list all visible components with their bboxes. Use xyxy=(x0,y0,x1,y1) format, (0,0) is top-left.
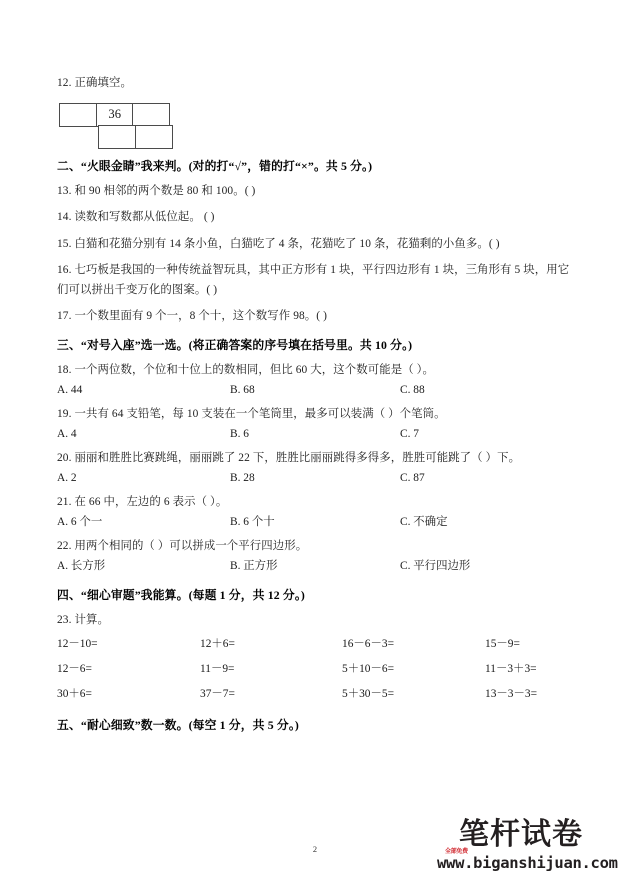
option-c[interactable]: C. 7 xyxy=(400,428,419,441)
section-four-heading: 四、“细心审题”我能算。(每题 1 分，共 12 分。) xyxy=(57,587,305,602)
question-21-options xyxy=(57,513,577,533)
section-three xyxy=(57,336,577,577)
grid-row-bottom xyxy=(98,125,179,148)
number-grid-figure xyxy=(59,103,179,148)
calculation-item[interactable]: 16－6－3= xyxy=(342,638,394,651)
question-12-prompt: 12. 正确填空。 xyxy=(57,77,132,89)
watermark-url: www.biganshijuan.com xyxy=(437,854,618,872)
question-14: 14. 读数和写数都从低位起。 ( ) xyxy=(57,211,215,224)
page-number: 2 xyxy=(312,845,318,854)
calculation-row xyxy=(57,682,577,707)
question-19-stem: 19. 一共有 64 支铅笔，每 10 支装在一个笔筒里，最多可以装满（ ）个笔筒。 xyxy=(57,407,446,420)
question-23-prompt: 23. 计算。 xyxy=(57,613,109,626)
grid-cell[interactable] xyxy=(135,125,173,149)
question-20-stem: 20. 丽丽和胜胜比赛跳绳，丽丽跳了 22 下，胜胜比丽丽跳得多得多，胜胜可能跳了（ ）下。 xyxy=(57,451,521,464)
grid-cell[interactable] xyxy=(59,103,97,127)
question-20-options xyxy=(57,469,577,489)
question-22-options xyxy=(57,557,577,577)
watermark xyxy=(437,818,627,888)
section-five-heading: 五、“耐心细致”数一数。(每空 1 分，共 5 分。) xyxy=(57,718,299,733)
grid-cell[interactable] xyxy=(132,103,170,127)
option-b[interactable]: B. 6 xyxy=(230,428,249,441)
question-21-stem: 21. 在 66 中，左边的 6 表示（ ）。 xyxy=(57,495,228,508)
calculation-item[interactable]: 5＋10－6= xyxy=(342,663,394,676)
calculation-item[interactable]: 11－3＋3= xyxy=(485,663,537,676)
option-a[interactable]: A. 44 xyxy=(57,384,83,397)
option-b[interactable]: B. 6 个十 xyxy=(230,516,275,529)
section-two-heading: 二、“火眼金睛”我来判。(对的打“√”，错的打“×”。共 5 分。) xyxy=(57,158,373,173)
calculation-item[interactable]: 12＋6= xyxy=(200,638,235,651)
option-c[interactable]: C. 平行四边形 xyxy=(400,560,471,573)
option-a[interactable]: A. 2 xyxy=(57,472,77,485)
calculation-item[interactable]: 37－7= xyxy=(200,688,235,701)
calculation-item[interactable]: 30＋6= xyxy=(57,688,92,701)
calculation-item[interactable]: 12－10= xyxy=(57,638,98,651)
section-five xyxy=(57,716,577,735)
option-b[interactable]: B. 正方形 xyxy=(230,560,278,573)
question-16: 16. 七巧板是我国的一种传统益智玩具，其中正方形有 1 块，平行四边形有 1 块，三角形有 5 块，用它们可以拼出千变万化的图案。( ) xyxy=(57,264,570,296)
calculation-item[interactable]: 11－9= xyxy=(200,663,235,676)
option-c[interactable]: C. 87 xyxy=(400,472,425,485)
option-a[interactable]: A. 4 xyxy=(57,428,77,441)
grid-cell[interactable] xyxy=(98,125,136,149)
question-19-options xyxy=(57,425,577,445)
question-13: 13. 和 90 相邻的两个数是 80 和 100。( ) xyxy=(57,184,256,197)
watermark-brand: 笔杆试卷 xyxy=(459,817,583,852)
question-22-stem: 22. 用两个相同的（ ）可以拼成一个平行四边形。 xyxy=(57,539,308,552)
option-b[interactable]: B. 68 xyxy=(230,384,255,397)
page-content xyxy=(57,74,577,741)
calculation-grid xyxy=(57,632,577,707)
question-12 xyxy=(57,74,577,148)
question-15: 15. 白猫和花猫分别有 14 条小鱼，白猫吃了 4 条，花猫吃了 10 条，花猫剩的小鱼多。( ) xyxy=(57,237,500,250)
calculation-item[interactable]: 12－6= xyxy=(57,663,92,676)
watermark-badge: 全部免费 xyxy=(445,848,468,855)
question-18-options xyxy=(57,381,577,401)
calculation-item[interactable]: 15－9= xyxy=(485,638,520,651)
grid-row-top xyxy=(59,103,179,126)
option-b[interactable]: B. 28 xyxy=(230,472,255,485)
grid-cell-filled: 36 xyxy=(96,103,134,127)
option-c[interactable]: C. 不确定 xyxy=(400,516,448,529)
calculation-row xyxy=(57,657,577,682)
question-18-stem: 18. 一个两位数，个位和十位上的数相同，但比 60 大，这个数可能是（ ）。 xyxy=(57,363,434,376)
section-three-heading: 三、“对号入座”选一选。(将正确答案的序号填在括号里。共 10 分。) xyxy=(57,337,413,352)
option-a[interactable]: A. 6 个一 xyxy=(57,516,103,529)
section-two xyxy=(57,157,577,327)
calculation-item[interactable]: 13－3－3= xyxy=(485,688,537,701)
calculation-row xyxy=(57,632,577,657)
option-c[interactable]: C. 88 xyxy=(400,384,425,397)
option-a[interactable]: A. 长方形 xyxy=(57,560,106,573)
calculation-item[interactable]: 5＋30－5= xyxy=(342,688,394,701)
question-17: 17. 一个数里面有 9 个一，8 个十，这个数写作 98。( ) xyxy=(57,310,328,323)
section-four xyxy=(57,586,577,708)
